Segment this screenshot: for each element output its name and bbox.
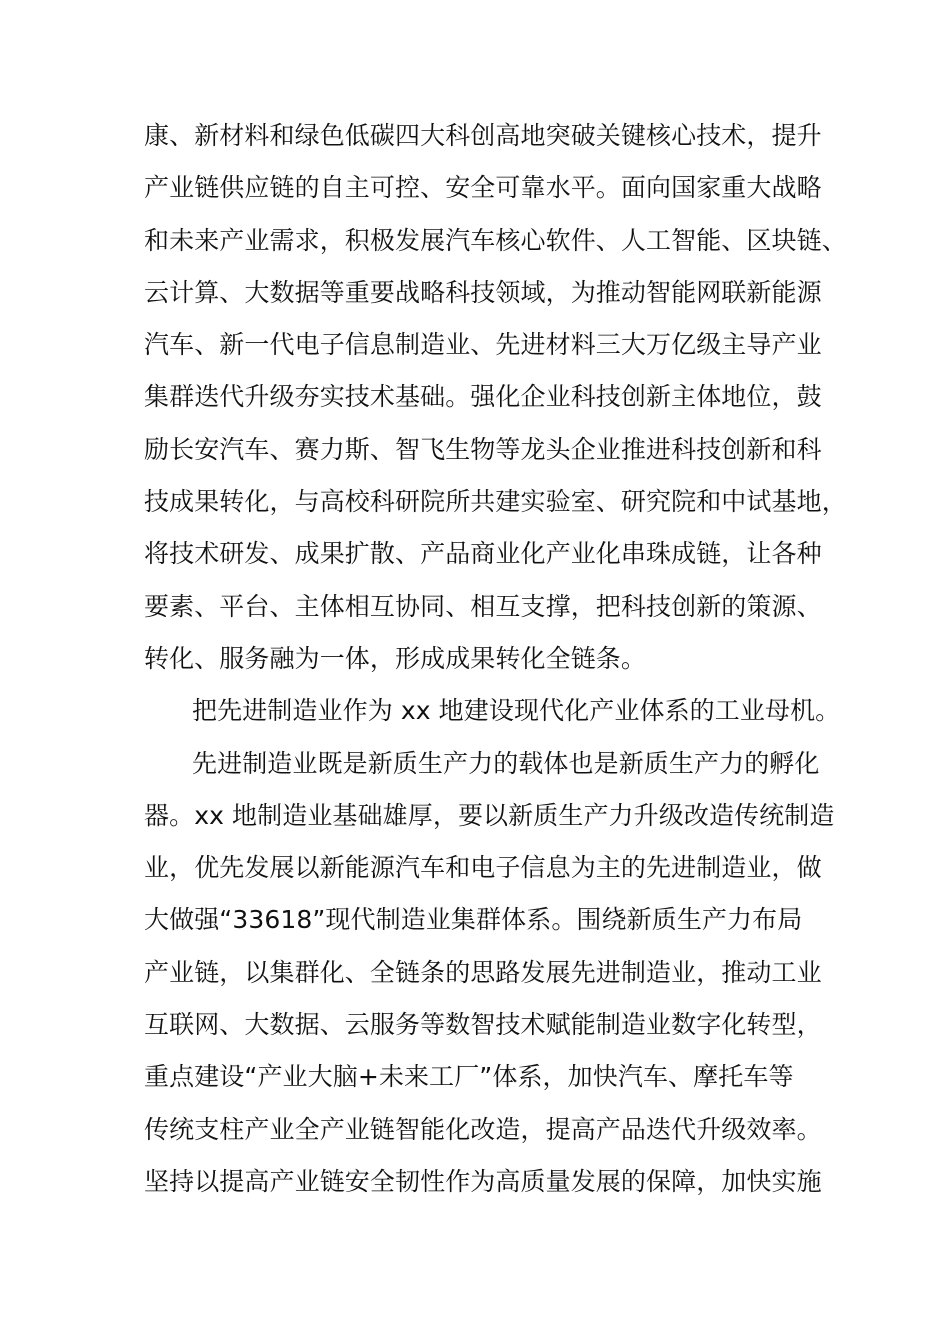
text-line: 将技术研发、成果扩散、产品商业化产业化串珠成链，让各种: [144, 539, 822, 569]
text-line: 传统支柱产业全产业链智能化改造，提高产品迭代升级效率。: [144, 1114, 822, 1144]
text-line: 重点建设“产业大脑+未来工厂”体系，加快汽车、摩托车等: [144, 1062, 794, 1092]
text-line: 产业链，以集群化、全链条的思路发展先进制造业，推动工业: [144, 957, 822, 987]
text-line: 汽车、新一代电子信息制造业、先进材料三大万亿级主导产业: [144, 330, 822, 360]
text-line: 云计算、大数据等重要战略科技领域，为推动智能网联新能源: [144, 277, 822, 307]
text-line: 和未来产业需求，积极发展汽车核心软件、人工智能、区块链、: [144, 225, 847, 255]
text-line: 转化、服务融为一体，形成成果转化全链条。: [144, 643, 647, 673]
text-line: 大做强“33618”现代制造业集群体系。围绕新质生产力布局: [144, 905, 803, 935]
body-text: [144, 110, 847, 1208]
text-line: 励长安汽车、赛力斯、智飞生物等龙头企业推进科技创新和科: [144, 434, 822, 464]
text-line: 互联网、大数据、云服务等数智技术赋能制造业数字化转型，: [144, 1010, 822, 1040]
text-line: 康、新材料和绿色低碳四大科创高地突破关键核心技术，提升: [144, 121, 822, 150]
text-line: 技成果转化，与高校科研院所共建实验室、研究院和中试基地，: [144, 487, 847, 517]
text-line: 器。xx 地制造业基础雄厚，要以新质生产力升级改造传统制造: [144, 800, 835, 830]
text-line: 坚持以提高产业链安全韧性作为高质量发展的保障，加快实施: [144, 1166, 822, 1196]
text-line: 集群迭代升级夯实技术基础。强化企业科技创新主体地位，鼓: [144, 382, 822, 412]
paragraph-heading-line: 把先进制造业作为 xx 地建设现代化产业体系的工业母机。: [192, 696, 841, 726]
text-line: 要素、平台、主体相互协同、相互支撑，把科技创新的策源、: [144, 591, 822, 621]
text-line: 产业链供应链的自主可控、安全可靠水平。面向国家重大战略: [144, 173, 822, 203]
paragraph-first-line: 先进制造业既是新质生产力的载体也是新质生产力的孵化: [192, 748, 820, 778]
text-line: 业，优先发展以新能源汽车和电子信息为主的先进制造业，做: [144, 853, 822, 883]
